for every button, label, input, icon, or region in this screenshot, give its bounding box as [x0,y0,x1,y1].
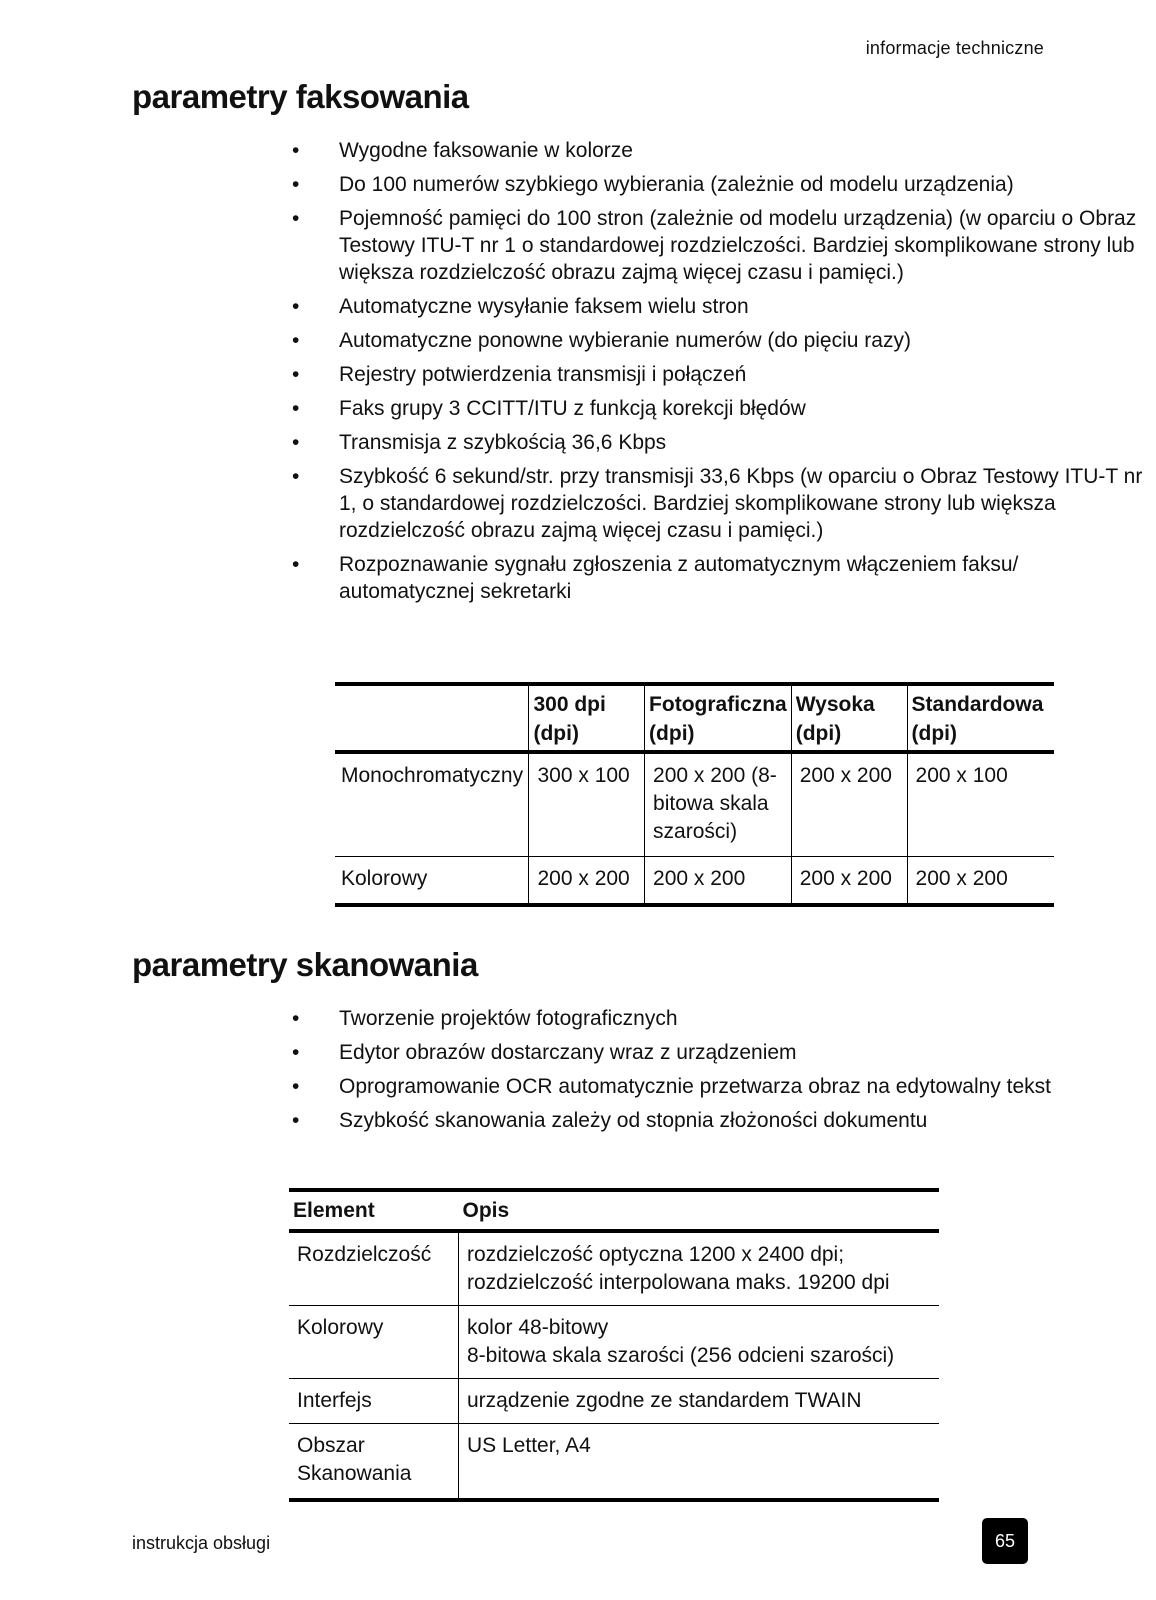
cell-line: kolor 48-bitowy [467,1316,609,1339]
table-header-cell: Wysoka (dpi) [791,684,907,752]
table-header-cell [335,684,529,752]
table-header-cell: Standardowa (dpi) [907,684,1054,752]
list-item: • Wygodne faksowanie w kolorze [292,137,1156,164]
scan-specs-table [289,1188,939,1502]
table-header-row [335,684,1054,752]
table-cell: Kolorowy [297,1316,384,1339]
table-cell: 200 x 200 (8-bitowa skala szarości) [645,752,792,857]
list-item: • Automatyczne wysyłanie faksem wielu stron [292,293,1156,320]
list-item: • Edytor obrazów dostarczany wraz z urządzeniem [292,1039,1051,1066]
list-item: • Oprogramowanie OCR automatycznie przetwarza obraz na edytowalny tekst [292,1073,1051,1100]
fax-section-title: parametry faksowania [132,78,469,115]
table-cell [459,1306,940,1379]
fax-feature-list [292,137,1156,612]
cell-line: 8-bitowa skala szarości (256 odcieni szarości) [467,1344,895,1367]
table-cell: Kolorowy [341,867,428,890]
list-item: • Faks grupy 3 CCITT/ITU z funkcją korekcji błędów [292,395,1156,422]
table-row [289,1306,939,1379]
table-cell: 200 x 200 [791,752,907,857]
list-item: • Rejestry potwierdzenia transmisji i połączeń [292,361,1156,388]
cell-line: rozdzielczość interpolowana maks. 19200 dpi [467,1271,890,1294]
table-row [335,752,1054,857]
list-item: • Automatyczne ponowne wybieranie numerów (do pięciu razy) [292,327,1156,354]
table-cell [459,1379,940,1424]
list-item: • Rozpoznawanie sygnału zgłoszenia z automatycznym włączeniem faksu/ automatycznej sekretarki [292,551,1156,605]
cell-line: urządzenie zgodne ze standardem TWAIN [467,1389,862,1412]
table-header-cell: Element [293,1199,375,1222]
table-header-cell: Fotograficzna (dpi) [645,684,792,752]
page-number-badge: 65 [982,1518,1028,1564]
table-cell [459,1424,940,1501]
table-cell: Obszar Skanowania [297,1434,412,1485]
list-item: • Szybkość skanowania zależy od stopnia złożoności dokumentu [292,1107,1051,1134]
table-row [289,1231,939,1306]
list-item: • Szybkość 6 sekund/str. przy transmisji 33,6 Kbps (w oparciu o Obraz Testowy ITU-T nr 1, o standardowej rozdzielczości. Bardziej skomplikowane strony lub większa rozdzielczość obrazu zajmą więcej czasu i pamięci.) [292,463,1156,544]
table-cell: Monochromatyczny [341,764,524,787]
table-header-cell: Opis [462,1199,510,1222]
fax-resolution-table [335,682,1054,907]
list-item: • Tworzenie projektów fotograficznych [292,1005,1051,1032]
table-cell: Interfejs [297,1389,372,1412]
running-header: informacje techniczne [865,38,1044,58]
cell-line: rozdzielczość optyczna 1200 x 2400 dpi; [467,1243,845,1266]
table-header-row [289,1190,939,1231]
table-header-cell: 300 dpi (dpi) [529,684,645,752]
list-item: • Pojemność pamięci do 100 stron (zależnie od modelu urządzenia) (w oparciu o Obraz Testowy ITU-T nr 1 o standardowej rozdzielczości. Bardziej skomplikowane strony lub większa rozdzielczość obrazu zajmą więcej czasu i pamięci.) [292,205,1156,286]
list-item: • Do 100 numerów szybkiego wybierania (zależnie od modelu urządzenia) [292,171,1156,198]
table-cell: 200 x 200 [907,857,1054,906]
list-item: • Transmisja z szybkością 36,6 Kbps [292,429,1156,456]
table-cell: 200 x 200 [791,857,907,906]
scan-section-title: parametry skanowania [132,946,478,983]
table-row [335,857,1054,906]
table-cell: 300 x 100 [529,752,645,857]
table-cell: 200 x 200 [645,857,792,906]
table-cell: 200 x 100 [907,752,1054,857]
scan-feature-list [292,1005,1051,1141]
table-cell: Rozdzielczość [297,1243,432,1266]
table-row [289,1379,939,1424]
footer-doc-title: instrukcja obsługi [132,1533,271,1553]
table-cell: 200 x 200 [529,857,645,906]
table-cell [459,1231,940,1306]
table-row [289,1424,939,1501]
cell-line: US Letter, A4 [467,1434,591,1457]
